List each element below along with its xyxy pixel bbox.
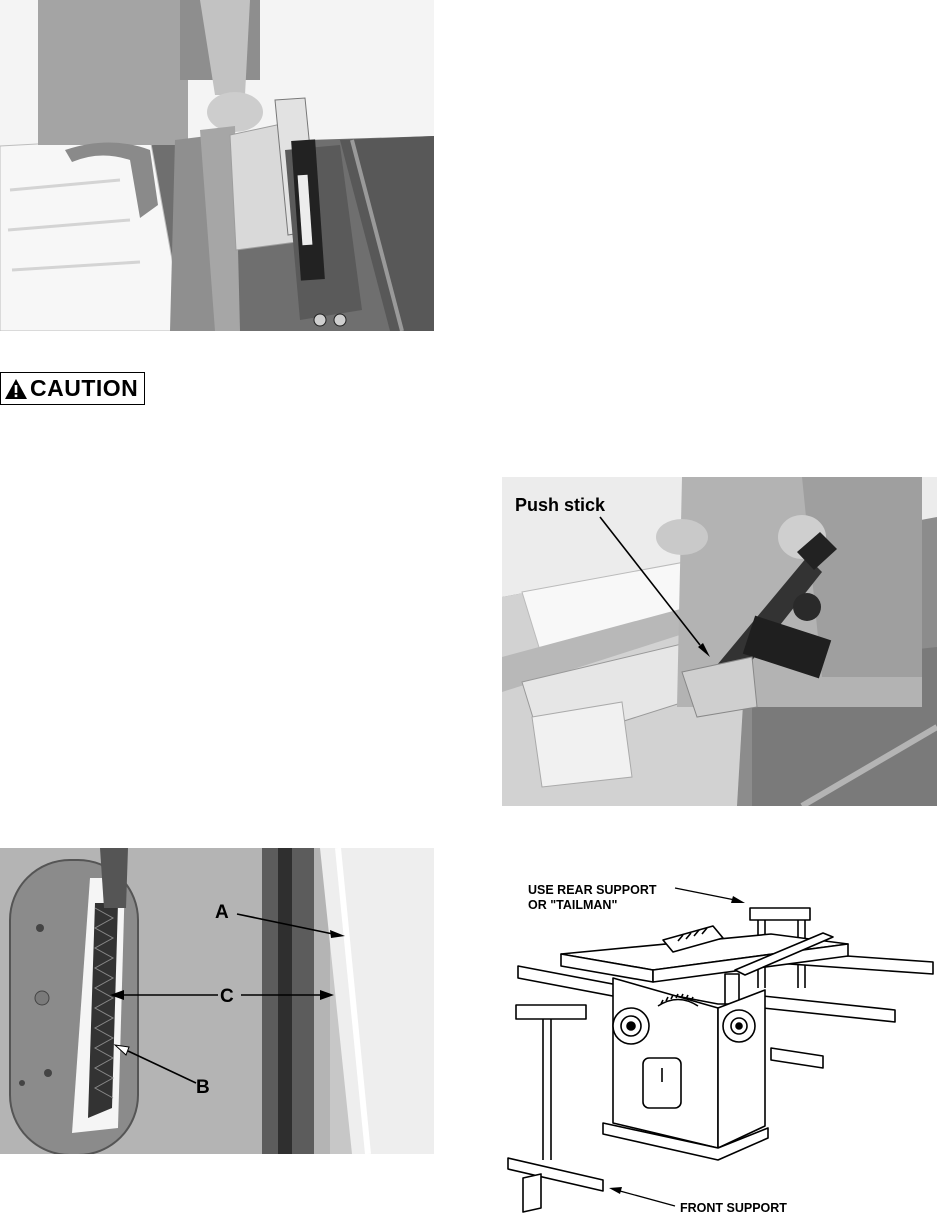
front-support-leader [620,1191,675,1206]
caution-label-box [0,372,145,405]
photo-blade-alignment [0,848,434,1154]
caution-text: CAUTION [30,375,139,401]
rear-support-leader [675,888,735,900]
label-b: B [196,1077,210,1098]
push-stick-callout: Push stick [515,495,606,515]
photo-rip-fence [0,0,434,331]
rear-support-label-line1: USE REAR SUPPORT [528,883,657,897]
label-a: A [215,902,229,923]
photo-push-stick [502,477,937,806]
warning-triangle-icon [4,378,28,400]
illustration-table-saw-supports [503,878,937,1217]
label-c: C [220,986,234,1007]
rear-support-label-line2: OR "TAILMAN" [528,898,618,912]
front-support-label: FRONT SUPPORT [680,1201,787,1215]
